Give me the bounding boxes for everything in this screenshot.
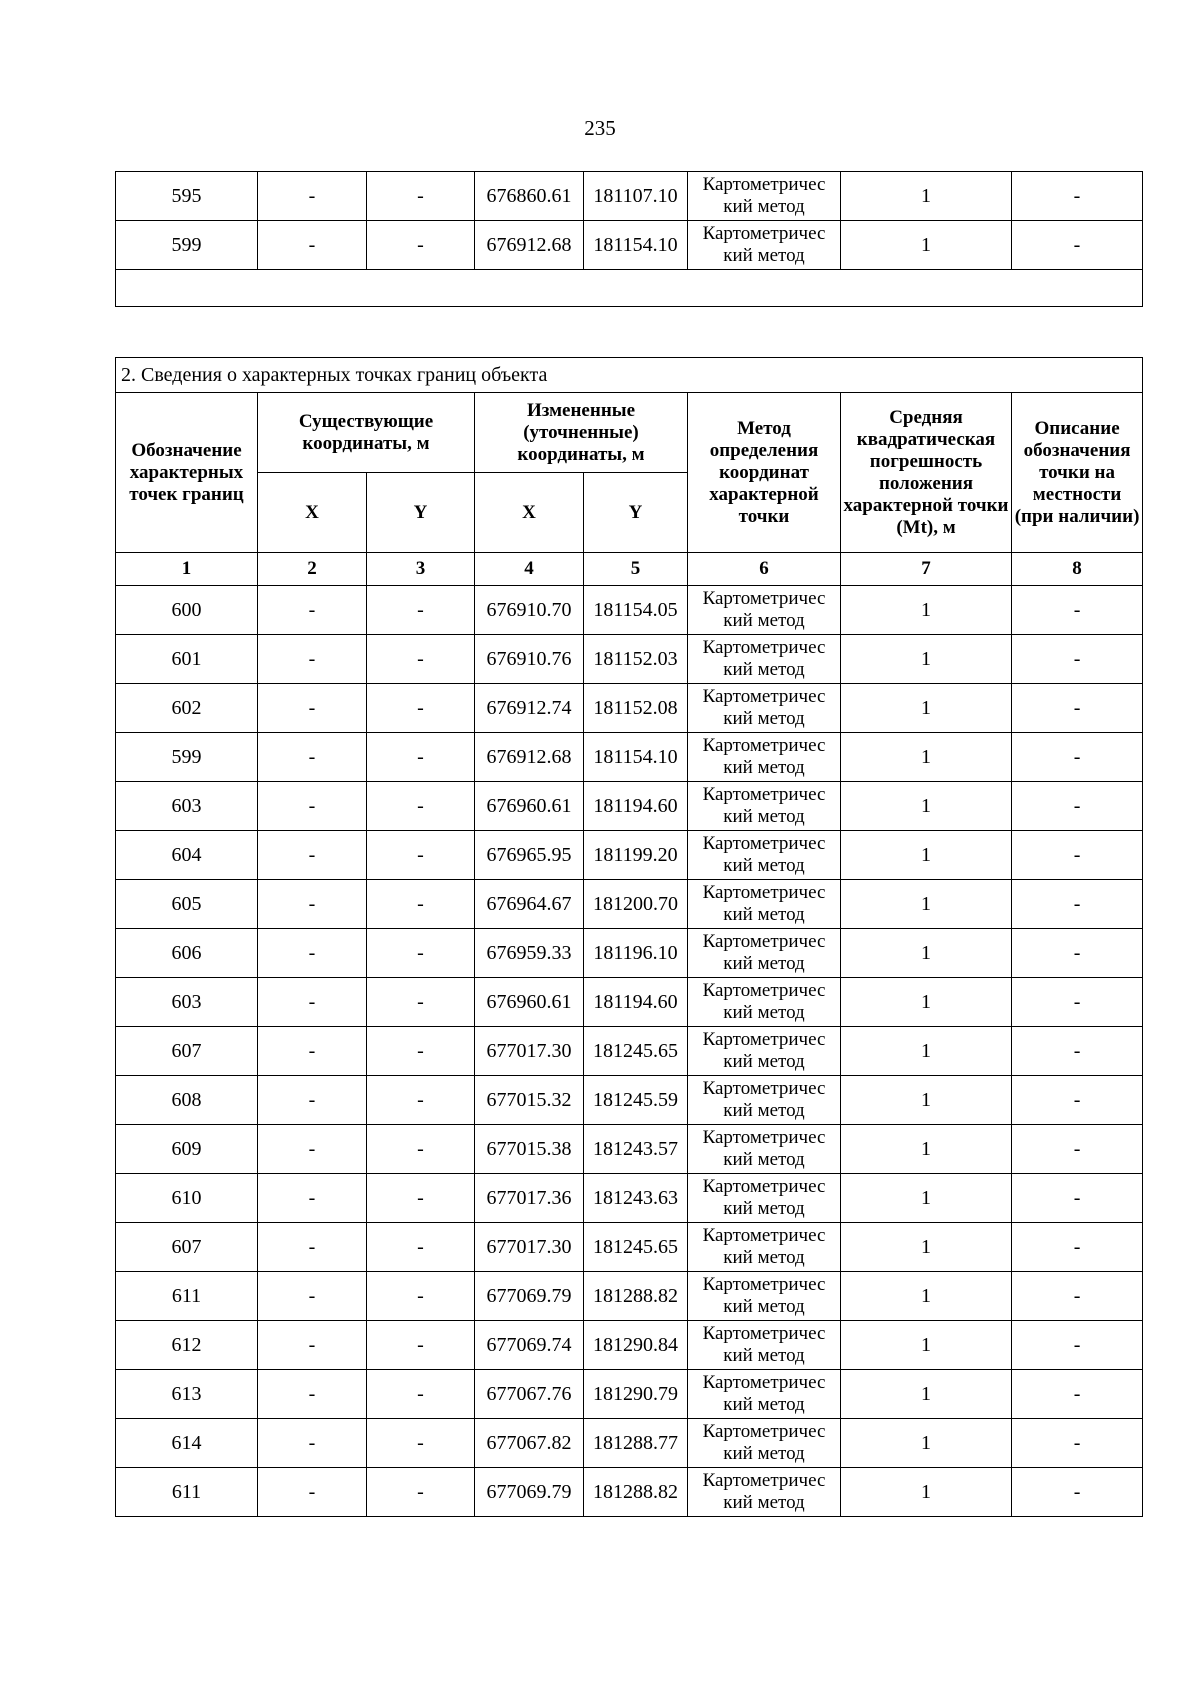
existing-y-cell: - <box>367 1027 475 1076</box>
mt-cell: 1 <box>841 1370 1012 1419</box>
mt-cell: 1 <box>841 880 1012 929</box>
existing-x-cell: - <box>258 1321 367 1370</box>
method-cell <box>688 1027 841 1076</box>
method-line-2: кий метод <box>723 659 805 680</box>
method-line-2: кий метод <box>723 953 805 974</box>
point-cell: 602 <box>116 684 258 733</box>
method-line-2: кий метод <box>723 1492 805 1513</box>
method-line-1: Картометричес <box>702 1127 826 1148</box>
changed-x-cell: 677069.79 <box>475 1272 584 1321</box>
empty-row <box>116 270 1143 307</box>
changed-y-cell: 181154.10 <box>584 221 688 270</box>
method-line-1: Картометричес <box>702 223 826 244</box>
mt-cell: 1 <box>841 1468 1012 1517</box>
table-row <box>116 635 1143 684</box>
point-cell: 614 <box>116 1419 258 1468</box>
mt-cell: 1 <box>841 1223 1012 1272</box>
changed-x-cell: 677015.38 <box>475 1125 584 1174</box>
table-row <box>116 1223 1143 1272</box>
method-cell <box>688 1125 841 1174</box>
changed-x-cell: 676912.74 <box>475 684 584 733</box>
table-row <box>116 1370 1143 1419</box>
method-line-2: кий метод <box>723 1051 805 1072</box>
table-row <box>116 684 1143 733</box>
method-cell <box>688 684 841 733</box>
changed-x-cell: 677017.30 <box>475 1027 584 1076</box>
existing-y-cell: - <box>367 586 475 635</box>
method-cell <box>688 1321 841 1370</box>
method-line-1: Картометричес <box>702 637 826 658</box>
existing-x-cell: - <box>258 1370 367 1419</box>
point-cell: 608 <box>116 1076 258 1125</box>
existing-x-cell: - <box>258 1027 367 1076</box>
changed-x-cell: 676965.95 <box>475 831 584 880</box>
changed-x-cell: 676964.67 <box>475 880 584 929</box>
method-line-2: кий метод <box>723 196 805 217</box>
existing-y-cell: - <box>367 929 475 978</box>
point-cell: 613 <box>116 1370 258 1419</box>
method-line-2: кий метод <box>723 1149 805 1170</box>
method-line-2: кий метод <box>723 610 805 631</box>
existing-x-cell: - <box>258 1419 367 1468</box>
changed-x-cell: 676959.33 <box>475 929 584 978</box>
changed-y-cell: 181288.77 <box>584 1419 688 1468</box>
caption-row <box>116 358 1143 393</box>
existing-x-cell: - <box>258 1076 367 1125</box>
mt-cell: 1 <box>841 929 1012 978</box>
method-line-1: Картометричес <box>702 686 826 707</box>
method-line-2: кий метод <box>723 1198 805 1219</box>
table-row <box>116 221 1143 270</box>
mt-cell: 1 <box>841 635 1012 684</box>
header-existing: Существующие координаты, м <box>258 393 475 473</box>
header-existing-y: Y <box>367 473 475 553</box>
description-cell: - <box>1012 1174 1143 1223</box>
point-cell: 599 <box>116 221 258 270</box>
point-cell: 611 <box>116 1272 258 1321</box>
mt-cell: 1 <box>841 684 1012 733</box>
point-cell: 612 <box>116 1321 258 1370</box>
empty-cell <box>116 270 1143 307</box>
header-changed-x: X <box>475 473 584 553</box>
existing-y-cell: - <box>367 782 475 831</box>
description-cell: - <box>1012 1468 1143 1517</box>
header-point: Обозначение характерных точек границ <box>116 393 258 553</box>
method-cell <box>688 929 841 978</box>
changed-y-cell: 181243.57 <box>584 1125 688 1174</box>
existing-x-cell: - <box>258 635 367 684</box>
method-line-1: Картометричес <box>702 882 826 903</box>
existing-x-cell: - <box>258 221 367 270</box>
changed-x-cell: 676960.61 <box>475 978 584 1027</box>
method-line-1: Картометричес <box>702 588 826 609</box>
description-cell: - <box>1012 831 1143 880</box>
mt-cell: 1 <box>841 221 1012 270</box>
column-number: 4 <box>475 553 584 586</box>
changed-y-cell: 181245.65 <box>584 1223 688 1272</box>
changed-x-cell: 676860.61 <box>475 172 584 221</box>
mt-cell: 1 <box>841 1076 1012 1125</box>
header-mt: Средняя квадратическая погрешность положения характерной точки (Mt), м <box>841 393 1012 553</box>
point-cell: 603 <box>116 782 258 831</box>
changed-x-cell: 677067.76 <box>475 1370 584 1419</box>
changed-x-cell: 676910.76 <box>475 635 584 684</box>
description-cell: - <box>1012 1321 1143 1370</box>
column-number: 3 <box>367 553 475 586</box>
header-method: Метод определения координат характерной точки <box>688 393 841 553</box>
existing-y-cell: - <box>367 1174 475 1223</box>
existing-x-cell: - <box>258 172 367 221</box>
method-line-1: Картометричес <box>702 735 826 756</box>
changed-y-cell: 181290.79 <box>584 1370 688 1419</box>
mt-cell: 1 <box>841 172 1012 221</box>
method-line-2: кий метод <box>723 1394 805 1415</box>
method-line-2: кий метод <box>723 1443 805 1464</box>
method-line-2: кий метод <box>723 806 805 827</box>
existing-y-cell: - <box>367 1076 475 1125</box>
existing-y-cell: - <box>367 978 475 1027</box>
method-line-2: кий метод <box>723 1100 805 1121</box>
mt-cell: 1 <box>841 831 1012 880</box>
method-cell <box>688 221 841 270</box>
existing-x-cell: - <box>258 1468 367 1517</box>
existing-y-cell: - <box>367 1223 475 1272</box>
method-cell <box>688 1223 841 1272</box>
column-number: 7 <box>841 553 1012 586</box>
header-desc: Описание обозначения точки на местности (при наличии) <box>1012 393 1143 553</box>
point-cell: 609 <box>116 1125 258 1174</box>
changed-y-cell: 181200.70 <box>584 880 688 929</box>
method-line-1: Картометричес <box>702 1078 826 1099</box>
existing-x-cell: - <box>258 831 367 880</box>
existing-x-cell: - <box>258 1174 367 1223</box>
changed-y-cell: 181152.08 <box>584 684 688 733</box>
method-line-2: кий метод <box>723 1296 805 1317</box>
changed-y-cell: 181196.10 <box>584 929 688 978</box>
changed-x-cell: 676912.68 <box>475 221 584 270</box>
boundary-points-body <box>116 586 1143 1517</box>
continuation-table-body <box>116 172 1143 270</box>
method-line-1: Картометричес <box>702 174 826 195</box>
method-line-1: Картометричес <box>702 1225 826 1246</box>
mt-cell: 1 <box>841 1272 1012 1321</box>
method-line-2: кий метод <box>723 1002 805 1023</box>
table-row <box>116 1027 1143 1076</box>
changed-x-cell: 676912.68 <box>475 733 584 782</box>
existing-x-cell: - <box>258 929 367 978</box>
method-line-2: кий метод <box>723 855 805 876</box>
description-cell: - <box>1012 1076 1143 1125</box>
method-cell <box>688 1076 841 1125</box>
method-line-1: Картометричес <box>702 931 826 952</box>
description-cell: - <box>1012 1223 1143 1272</box>
changed-x-cell: 677017.36 <box>475 1174 584 1223</box>
method-line-2: кий метод <box>723 708 805 729</box>
point-cell: 595 <box>116 172 258 221</box>
boundary-points-table <box>115 357 1143 1517</box>
table-row <box>116 1468 1143 1517</box>
method-cell <box>688 1468 841 1517</box>
description-cell: - <box>1012 635 1143 684</box>
existing-y-cell: - <box>367 221 475 270</box>
mt-cell: 1 <box>841 586 1012 635</box>
method-line-1: Картометричес <box>702 1029 826 1050</box>
continuation-table <box>115 171 1143 307</box>
mt-cell: 1 <box>841 782 1012 831</box>
method-cell <box>688 1272 841 1321</box>
changed-x-cell: 677015.32 <box>475 1076 584 1125</box>
existing-y-cell: - <box>367 684 475 733</box>
table-row <box>116 978 1143 1027</box>
mt-cell: 1 <box>841 1027 1012 1076</box>
point-cell: 607 <box>116 1223 258 1272</box>
changed-x-cell: 676960.61 <box>475 782 584 831</box>
changed-y-cell: 181290.84 <box>584 1321 688 1370</box>
mt-cell: 1 <box>841 978 1012 1027</box>
description-cell: - <box>1012 782 1143 831</box>
changed-y-cell: 181194.60 <box>584 782 688 831</box>
table-row <box>116 1174 1143 1223</box>
point-cell: 603 <box>116 978 258 1027</box>
table-row <box>116 733 1143 782</box>
mt-cell: 1 <box>841 733 1012 782</box>
mt-cell: 1 <box>841 1125 1012 1174</box>
changed-x-cell: 677017.30 <box>475 1223 584 1272</box>
existing-x-cell: - <box>258 880 367 929</box>
description-cell: - <box>1012 684 1143 733</box>
existing-y-cell: - <box>367 1468 475 1517</box>
changed-y-cell: 181245.65 <box>584 1027 688 1076</box>
method-line-1: Картометричес <box>702 1323 826 1344</box>
method-line-1: Картометричес <box>702 1470 826 1491</box>
point-cell: 599 <box>116 733 258 782</box>
point-cell: 601 <box>116 635 258 684</box>
existing-x-cell: - <box>258 733 367 782</box>
method-line-1: Картометричес <box>702 980 826 1001</box>
header-changed: Измененные (уточненные) координаты, м <box>475 393 688 473</box>
header-row-1 <box>116 393 1143 473</box>
changed-y-cell: 181154.10 <box>584 733 688 782</box>
column-number: 6 <box>688 553 841 586</box>
description-cell: - <box>1012 1027 1143 1076</box>
existing-x-cell: - <box>258 1125 367 1174</box>
mt-cell: 1 <box>841 1321 1012 1370</box>
method-cell <box>688 635 841 684</box>
header-existing-x: X <box>258 473 367 553</box>
existing-x-cell: - <box>258 782 367 831</box>
method-line-1: Картометричес <box>702 1421 826 1442</box>
table-row <box>116 1419 1143 1468</box>
point-cell: 610 <box>116 1174 258 1223</box>
method-line-1: Картометричес <box>702 784 826 805</box>
changed-x-cell: 676910.70 <box>475 586 584 635</box>
description-cell: - <box>1012 1419 1143 1468</box>
existing-y-cell: - <box>367 1272 475 1321</box>
column-numbers-row <box>116 553 1143 586</box>
existing-y-cell: - <box>367 635 475 684</box>
existing-y-cell: - <box>367 172 475 221</box>
table-row <box>116 586 1143 635</box>
existing-y-cell: - <box>367 733 475 782</box>
existing-y-cell: - <box>367 880 475 929</box>
description-cell: - <box>1012 1272 1143 1321</box>
table-row <box>116 929 1143 978</box>
method-cell <box>688 172 841 221</box>
changed-y-cell: 181152.03 <box>584 635 688 684</box>
existing-x-cell: - <box>258 978 367 1027</box>
table-row <box>116 782 1143 831</box>
existing-x-cell: - <box>258 1223 367 1272</box>
changed-y-cell: 181199.20 <box>584 831 688 880</box>
description-cell: - <box>1012 172 1143 221</box>
changed-y-cell: 181194.60 <box>584 978 688 1027</box>
table-row <box>116 1272 1143 1321</box>
method-line-2: кий метод <box>723 1345 805 1366</box>
table-row <box>116 1321 1143 1370</box>
existing-x-cell: - <box>258 586 367 635</box>
point-cell: 600 <box>116 586 258 635</box>
point-cell: 604 <box>116 831 258 880</box>
method-line-2: кий метод <box>723 245 805 266</box>
changed-y-cell: 181243.63 <box>584 1174 688 1223</box>
method-cell <box>688 1174 841 1223</box>
point-cell: 605 <box>116 880 258 929</box>
changed-x-cell: 677067.82 <box>475 1419 584 1468</box>
table-row <box>116 831 1143 880</box>
method-cell <box>688 831 841 880</box>
table-row <box>116 1125 1143 1174</box>
description-cell: - <box>1012 586 1143 635</box>
method-cell <box>688 978 841 1027</box>
point-cell: 607 <box>116 1027 258 1076</box>
column-number: 5 <box>584 553 688 586</box>
description-cell: - <box>1012 221 1143 270</box>
changed-y-cell: 181245.59 <box>584 1076 688 1125</box>
method-line-2: кий метод <box>723 904 805 925</box>
description-cell: - <box>1012 733 1143 782</box>
changed-x-cell: 677069.74 <box>475 1321 584 1370</box>
table-row <box>116 880 1143 929</box>
method-cell <box>688 733 841 782</box>
changed-y-cell: 181154.05 <box>584 586 688 635</box>
method-line-1: Картометричес <box>702 1372 826 1393</box>
method-cell <box>688 880 841 929</box>
existing-x-cell: - <box>258 1272 367 1321</box>
method-line-2: кий метод <box>723 757 805 778</box>
existing-y-cell: - <box>367 831 475 880</box>
existing-y-cell: - <box>367 1125 475 1174</box>
header-changed-y: Y <box>584 473 688 553</box>
method-line-1: Картометричес <box>702 1274 826 1295</box>
method-line-1: Картометричес <box>702 1176 826 1197</box>
page-number: 235 <box>584 116 616 140</box>
changed-y-cell: 181288.82 <box>584 1468 688 1517</box>
mt-cell: 1 <box>841 1419 1012 1468</box>
method-cell <box>688 782 841 831</box>
existing-y-cell: - <box>367 1321 475 1370</box>
description-cell: - <box>1012 929 1143 978</box>
changed-y-cell: 181288.82 <box>584 1272 688 1321</box>
table-row <box>116 172 1143 221</box>
existing-y-cell: - <box>367 1419 475 1468</box>
changed-y-cell: 181107.10 <box>584 172 688 221</box>
column-number: 2 <box>258 553 367 586</box>
existing-y-cell: - <box>367 1370 475 1419</box>
existing-x-cell: - <box>258 684 367 733</box>
description-cell: - <box>1012 978 1143 1027</box>
description-cell: - <box>1012 880 1143 929</box>
column-number: 1 <box>116 553 258 586</box>
table-caption: 2. Сведения о характерных точках границ объекта <box>116 358 1143 393</box>
description-cell: - <box>1012 1125 1143 1174</box>
method-cell <box>688 586 841 635</box>
point-cell: 611 <box>116 1468 258 1517</box>
column-number: 8 <box>1012 553 1143 586</box>
table-row <box>116 1076 1143 1125</box>
method-line-1: Картометричес <box>702 833 826 854</box>
method-cell <box>688 1370 841 1419</box>
changed-x-cell: 677069.79 <box>475 1468 584 1517</box>
mt-cell: 1 <box>841 1174 1012 1223</box>
method-line-2: кий метод <box>723 1247 805 1268</box>
point-cell: 606 <box>116 929 258 978</box>
method-cell <box>688 1419 841 1468</box>
description-cell: - <box>1012 1370 1143 1419</box>
